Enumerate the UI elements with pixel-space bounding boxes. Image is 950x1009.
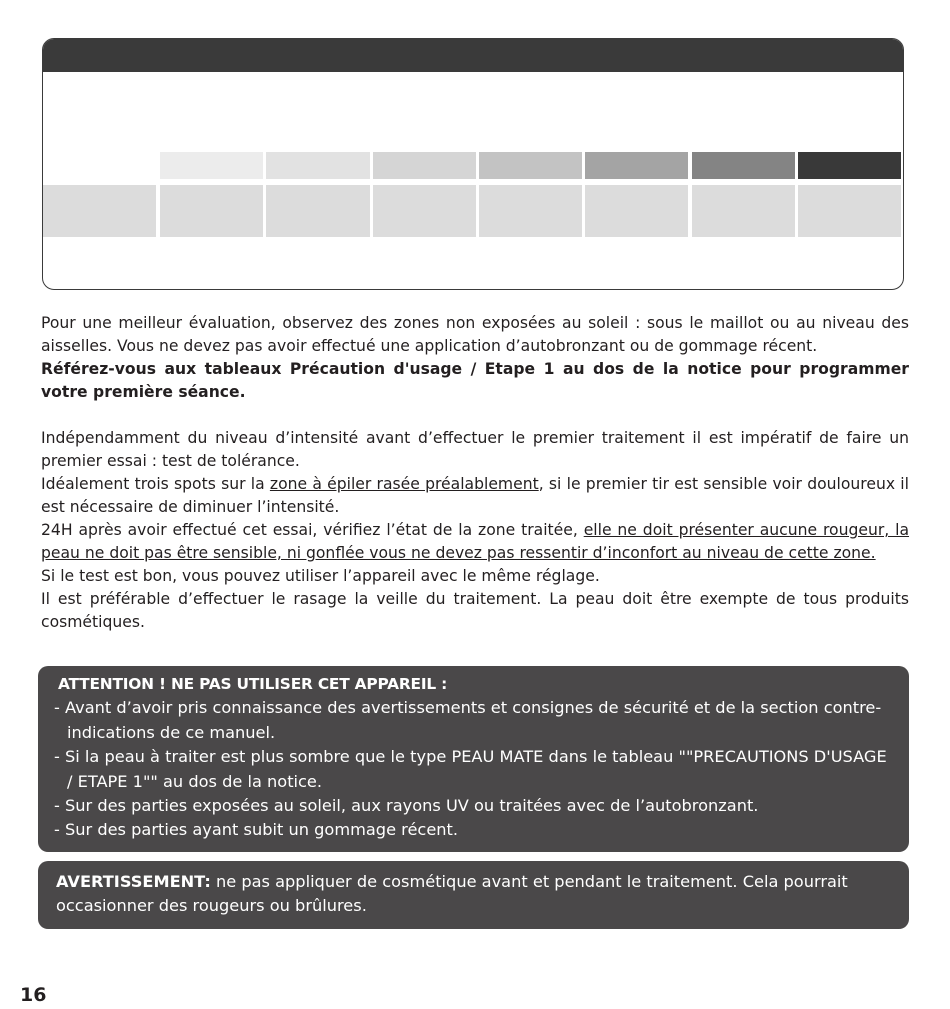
- warning-label: AVERTISSEMENT:: [56, 872, 211, 891]
- warning-box: [38, 861, 909, 929]
- skin-tone-swatch-7: [798, 152, 901, 179]
- skin-type-table: [42, 38, 904, 290]
- paragraph-tolerance-test: Indépendamment du niveau d’intensité avant d’effectuer le premier traitement il est impératif de faire un premier essai : test de tolérance.: [41, 429, 909, 470]
- skin-tone-swatch-2: [266, 152, 369, 179]
- table-cell-4: [479, 185, 582, 237]
- attention-box: [38, 666, 909, 852]
- table-cell-1: [160, 185, 263, 237]
- skin-tone-swatch-6: [692, 152, 795, 179]
- table-cell-6: [692, 185, 795, 237]
- attention-item-3: - Sur des parties exposées au soleil, aux rayons UV ou traitées avec de l’autobronzant.: [54, 796, 759, 816]
- skin-tone-swatch-1: [160, 152, 263, 179]
- table-label-cell: [43, 185, 156, 237]
- attention-item-2: - Si la peau à traiter est plus sombre que le type PEAU MATE dans le tableau ""PRECAUTIONS D'USAGE / ETAPE 1"" au dos de la notice.: [54, 747, 887, 791]
- attention-item-1: - Avant d’avoir pris connaissance des avertissements et consignes de sécurité et de la section contre-indications de ce manuel.: [54, 698, 882, 742]
- table-cell-3: [373, 185, 476, 237]
- attention-title: ATTENTION ! NE PAS UTILISER CET APPAREIL :: [58, 675, 448, 693]
- paragraph-shaving: Il est préférable d’effectuer le rasage la veille du traitement. La peau doit être exempte de tous produits cosmétiques.: [41, 590, 909, 631]
- table-cell-5: [585, 185, 688, 237]
- paragraph-three-spots: Idéalement trois spots sur la zone à épiler rasée préalablement, si le premier tir est sensible voir douloureux il est nécessaire de diminuer l’intensité.: [41, 475, 909, 516]
- paragraph-same-setting: Si le test est bon, vous pouvez utiliser l’appareil avec le même réglage.: [41, 567, 600, 585]
- table-cell-7: [798, 185, 901, 237]
- instructions-text: [41, 312, 909, 634]
- skin-tone-swatch-3: [373, 152, 476, 179]
- attention-item-4: - Sur des parties ayant subit un gommage récent.: [54, 820, 459, 840]
- table-cell-2: [266, 185, 369, 237]
- paragraph-reference-bold: Référez-vous aux tableaux Précaution d'usage / Etape 1 au dos de la notice pour programmer votre première séance.: [41, 360, 909, 401]
- skin-tone-swatch-4: [479, 152, 582, 179]
- paragraph-24h-check: 24H après avoir effectué cet essai, vérifiez l’état de la zone traitée, elle ne doit présenter aucune rougeur, la peau ne doit pas être sensible, ni gonflée vous ne devez pas ressentir d’inconfort au niveau de cette zone.: [41, 521, 910, 562]
- paragraph-evaluation: Pour une meilleur évaluation, observez des zones non exposées au soleil : sous le maillot ou au niveau des aisselles. Vous ne devez pas avoir effectué une application d’autobronzant ou de gommage récent. Référez-vous aux tableaux Précaution d'usage / Etape 1 au dos de la notice pour programmer votre première séance.: [41, 314, 909, 401]
- page-number: 16: [20, 984, 47, 1006]
- warning-text: ne pas appliquer de cosmétique avant et pendant le traitement. Cela pourrait occasionner des rougeurs ou brûlures.: [56, 872, 848, 916]
- table-header-bar: [43, 39, 903, 72]
- skin-tone-swatch-5: [585, 152, 688, 179]
